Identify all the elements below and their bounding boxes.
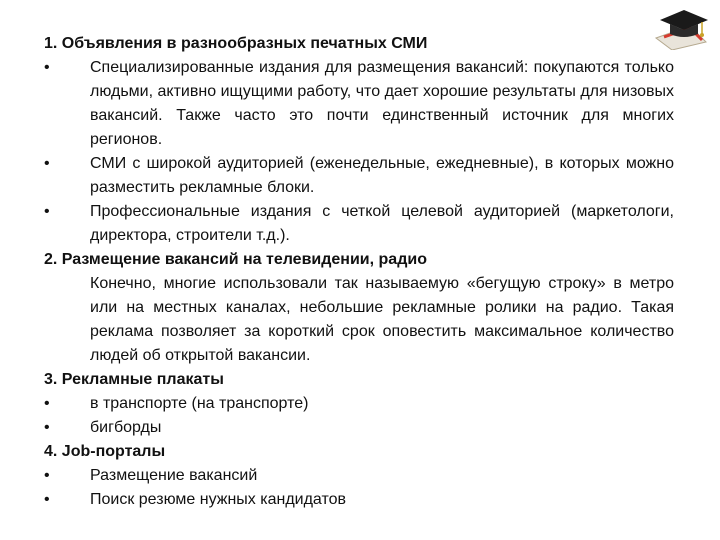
bullet-marker: • <box>44 203 50 220</box>
list-item <box>44 464 674 488</box>
bullet-marker: • <box>44 467 50 484</box>
bullet-marker: • <box>44 155 50 172</box>
section-paragraph: Конечно, многие использовали так называемую «бегущую строку» в метро или на местных каналах, небольшие рекламные ролики на радио. Такая реклама позволяет за короткий срок оповестить максимальное количество людей об открытой вакансии. <box>90 275 674 364</box>
list-item-text: в транспорте (на транспорте) <box>90 395 309 412</box>
bullet-marker: • <box>44 395 50 412</box>
list-item <box>44 152 674 200</box>
section-heading: 3. Рекламные плакаты <box>44 371 224 388</box>
section-heading: 2. Размещение вакансий на телевидении, радио <box>44 251 427 268</box>
list-item <box>44 488 674 512</box>
bullet-marker: • <box>44 491 50 508</box>
list-item <box>44 56 674 152</box>
list-item-text: Профессиональные издания с четкой целевой аудиторией (маркетологи, директора, строители т.д.). <box>90 203 674 244</box>
section-heading: 4. Job-порталы <box>44 443 166 460</box>
list-item <box>44 200 674 248</box>
list-item <box>44 392 674 416</box>
list-item-text: бигборды <box>90 419 162 436</box>
bullet-marker: • <box>44 419 50 436</box>
slide-content <box>44 32 674 512</box>
section-heading: 1. Объявления в разнообразных печатных СМИ <box>44 35 428 52</box>
list-item-text: Специализированные издания для размещения вакансий: покупаются только людьми, активно ищущими работу, что дает хорошие результаты для низовых вакансий. Также часто это почти единственный источник для многих регионов. <box>90 59 674 148</box>
bullet-marker: • <box>44 59 50 76</box>
list-item-text: Размещение вакансий <box>90 467 258 484</box>
list-item <box>44 416 674 440</box>
list-item-text: Поиск резюме нужных кандидатов <box>90 491 347 508</box>
list-item-text: СМИ с широкой аудиторией (еженедельные, ежедневные), в которых можно разместить рекламные блоки. <box>90 155 674 196</box>
